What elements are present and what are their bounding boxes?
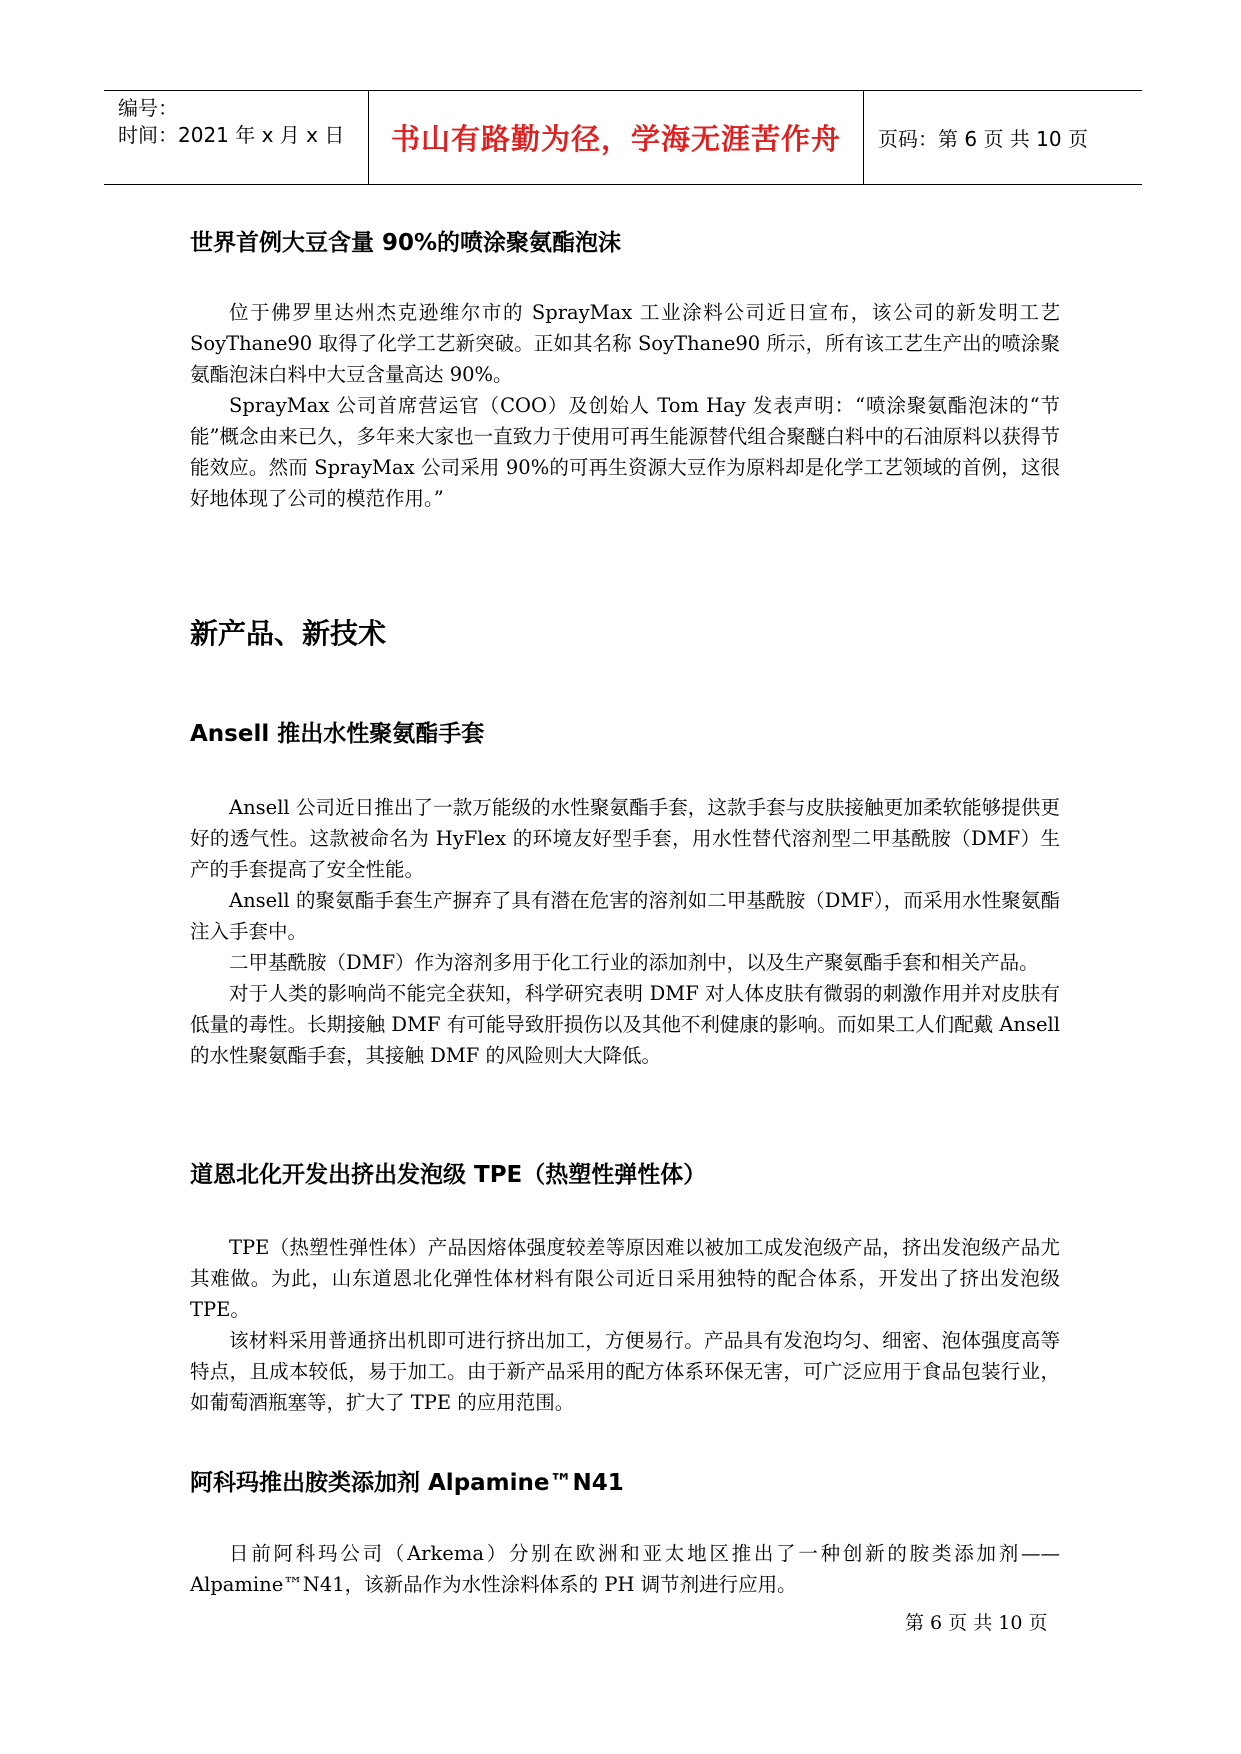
section-ansell-body — [190, 792, 1060, 1071]
paragraph: 该材料采用普通挤出机即可进行挤出加工，方便易行。产品具有发泡均匀、细密、泡体强度高等特点，且成本较低，易于加工。由于新产品采用的配方体系环保无害，可广泛应用于食品包装行业，如葡萄酒瓶塞等，扩大了 TPE 的应用范围。 — [190, 1329, 1060, 1414]
paragraph: 位于佛罗里达州杰克逊维尔市的 SprayMax 工业涂料公司近日宣布，该公司的新发明工艺 SoyThane90 取得了化学工艺新突破。正如其名称 SoyThane90 所示，所有该工艺生产出的喷涂聚氨酯泡沫白料中大豆含量高达 90%。 — [190, 301, 1060, 386]
section-title-arkema: 阿科玛推出胺类添加剂 Alpamine™N41 — [190, 1470, 624, 1496]
section-soy-body — [190, 297, 1060, 514]
paragraph: TPE（热塑性弹性体）产品因熔体强度较差等原因难以被加工成发泡级产品，挤出发泡级产品尤其难做。为此，山东道恩北化弹性体材料有限公司近日采用独特的配合体系，开发出了挤出发泡级 TPE。 — [190, 1236, 1060, 1321]
paragraph: SprayMax 公司首席营运官（COO）及创始人 Tom Hay 发表声明：“喷涂聚氨酯泡沫的“节能”概念由来已久，多年来大家也一直致力于使用可再生能源替代组合聚醚白料中的石油原料以获得节能效应。然而 SprayMax 公司采用 90%的可再生资源大豆作为原料却是化学工艺领域的首例，这很好地体现了公司的模范作用。” — [190, 394, 1060, 510]
section-daoen-body — [190, 1232, 1060, 1418]
section-new-products — [190, 616, 1060, 652]
section-title-daoen: 道恩北化开发出挤出发泡级 TPE（热塑性弹性体） — [190, 1162, 707, 1188]
section-soy — [190, 228, 1060, 258]
page-info-text: 页码：第 6 页 共 10 页 — [878, 127, 1088, 151]
header-meta — [104, 91, 369, 184]
motto-text: 书山有路勤为径，学海无涯苦作舟 — [390, 122, 841, 156]
paragraph: 日前阿科玛公司（Arkema）分别在欧洲和亚太地区推出了一种创新的胺类添加剂——Alpamine™N41，该新品作为水性涂料体系的 PH 调节剂进行应用。 — [190, 1542, 1060, 1596]
section-ansell — [190, 719, 1060, 749]
document-date: 时间：2021 年 x 月 x 日 — [118, 123, 345, 147]
page-header — [104, 90, 1142, 185]
page-footer: 第 6 页 共 10 页 — [905, 1612, 1048, 1634]
paragraph: Ansell 的聚氨酯手套生产摒弃了具有潜在危害的溶剂如二甲基酰胺（DMF），而采用水性聚氨酯注入手套中。 — [190, 889, 1060, 943]
section-arkema — [190, 1468, 1060, 1498]
section-title-ansell: Ansell 推出水性聚氨酯手套 — [190, 721, 485, 747]
paragraph: Ansell 公司近日推出了一款万能级的水性聚氨酯手套，这款手套与皮肤接触更加柔软能够提供更好的透气性。这款被命名为 HyFlex 的环境友好型手套，用水性替代溶剂型二甲基酰胺（DMF）生产的手套提高了安全性能。 — [190, 796, 1060, 881]
section-heading-new-products: 新产品、新技术 — [190, 617, 387, 650]
paragraph: 对于人类的影响尚不能完全获知，科学研究表明 DMF 对人体皮肤有微弱的刺激作用并对皮肤有低量的毒性。长期接触 DMF 有可能导致肝损伤以及其他不利健康的影响。而如果工人们配戴 Ansell 的水性聚氨酯手套，其接触 DMF 的风险则大大降低。 — [190, 982, 1060, 1067]
header-motto-cell — [369, 91, 864, 184]
header-page-info — [864, 91, 1142, 184]
section-title-soy: 世界首例大豆含量 90%的喷涂聚氨酯泡沫 — [190, 230, 622, 256]
section-arkema-body — [190, 1538, 1060, 1600]
section-daoen — [190, 1160, 1060, 1190]
paragraph: 二甲基酰胺（DMF）作为溶剂多用于化工行业的添加剂中，以及生产聚氨酯手套和相关产品。 — [229, 951, 1039, 974]
document-number: 编号： — [118, 96, 178, 120]
